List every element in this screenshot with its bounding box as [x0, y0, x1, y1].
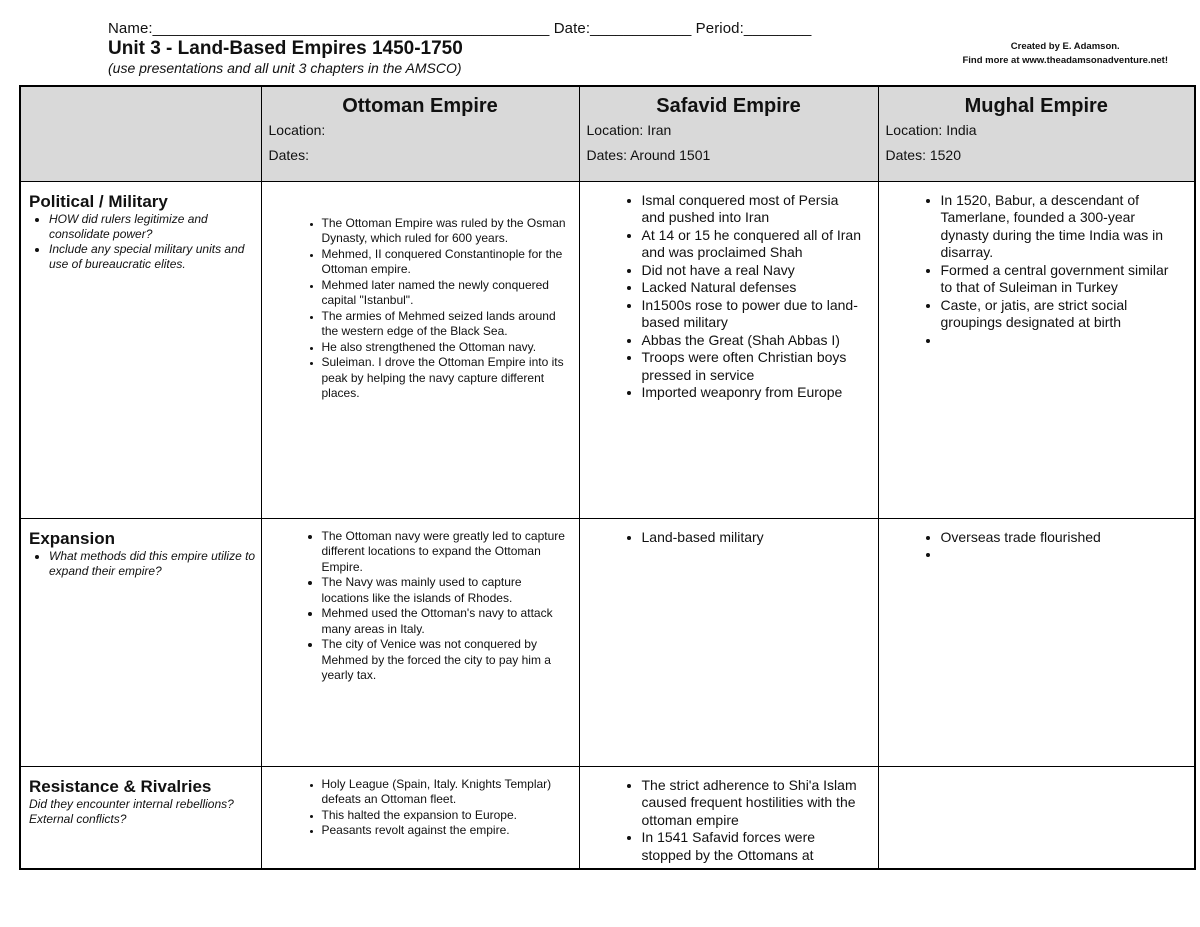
header-safavid — [579, 86, 878, 181]
bullet-list — [262, 777, 579, 839]
cell-political-ottoman[interactable] — [261, 181, 579, 518]
list-item: • The armies of Mehmed seized lands around the western edge of the Black Sea. — [322, 309, 569, 340]
list-item: • Troops were often Christian boys pressed in service — [642, 349, 864, 384]
category-resistance — [20, 766, 261, 869]
list-item: • In1500s rose to power due to land-based military — [642, 297, 864, 332]
bullet-list — [262, 216, 579, 402]
list-item: • Peasants revolt against the empire. — [322, 823, 569, 839]
worksheet-title: Unit 3 - Land-Based Empires 1450-1750 — [108, 38, 463, 59]
location-value: Iran — [647, 122, 672, 138]
list-item — [941, 546, 1181, 564]
list-item: • In 1520, Babur, a descendant of Tamerlane, founded a 300-year dynasty during the time India was in disarray. — [941, 192, 1181, 262]
resistance-rivalries-row — [20, 766, 1195, 869]
list-item: • Land-based military — [642, 529, 864, 547]
cell-political-safavid[interactable] — [579, 181, 878, 518]
location-label: Location: — [268, 122, 326, 138]
name-date-period-line[interactable]: Name:_______________________________________________ Date:____________ Period:________ — [108, 20, 812, 37]
empire-name: Mughal Empire — [964, 95, 1108, 117]
cell-expansion-ottoman[interactable] — [261, 518, 579, 766]
location-label: Location: — [586, 122, 644, 138]
dates-field[interactable] — [262, 147, 579, 163]
bullet-list — [580, 192, 878, 402]
list-item: • Mehmed used the Ottoman's navy to attack many areas in Italy. — [322, 606, 569, 637]
location-value: India — [946, 122, 977, 138]
corner-cell — [20, 86, 261, 181]
category-prompt: • Include any special military units and use of bureaucratic elites. — [49, 242, 261, 272]
category-prompt: • What methods did this empire utilize to expand their empire? — [49, 549, 261, 579]
list-item: • Holy League (Spain, Italy. Knights Templar) defeats an Ottoman fleet. — [322, 777, 569, 808]
list-item: • He also strengthened the Ottoman navy. — [322, 340, 569, 356]
category-prompts — [21, 549, 261, 579]
table-header-row — [20, 86, 1195, 181]
dates-field[interactable] — [879, 147, 1195, 163]
category-prompts — [21, 212, 261, 272]
list-item: • This halted the expansion to Europe. — [322, 808, 569, 824]
list-item: • Imported weaponry from Europe — [642, 384, 864, 402]
cell-resistance-safavid[interactable] — [579, 766, 878, 869]
bullet-list — [580, 777, 878, 865]
list-item: • Suleiman. I drove the Ottoman Empire into its peak by helping the navy capture different places. — [322, 355, 569, 402]
category-prompt: Did they encounter internal rebellions? External conflicts? — [29, 796, 234, 826]
header-mughal — [878, 86, 1195, 181]
category-title: Resistance & Rivalries — [29, 776, 212, 796]
dates-field[interactable] — [580, 147, 878, 163]
list-item: • At 14 or 15 he conquered all of Iran and was proclaimed Shah — [642, 227, 864, 262]
header-ottoman — [261, 86, 579, 181]
list-item — [941, 332, 1181, 350]
list-item: • The Navy was mainly used to capture locations like the islands of Rhodes. — [322, 575, 569, 606]
expansion-row — [20, 518, 1195, 766]
list-item: • The Ottoman Empire was ruled by the Osman Dynasty, which ruled for 600 years. — [322, 216, 569, 247]
empire-name: Safavid Empire — [656, 95, 801, 117]
empire-name: Ottoman Empire — [342, 95, 498, 117]
cell-resistance-ottoman[interactable] — [261, 766, 579, 869]
bullet-list — [879, 192, 1195, 350]
list-item: • The city of Venice was not conquered by Mehmed by the forced the city to pay him a yearly tax. — [322, 637, 569, 684]
bullet-list — [262, 529, 579, 684]
dates-label: Dates: — [268, 147, 309, 163]
list-item: • In 1541 Safavid forces were stopped by the Ottomans at — [642, 829, 864, 864]
list-item: • Ismal conquered most of Persia and pushed into Iran — [642, 192, 864, 227]
credit-author: Created by E. Adamson. — [1010, 41, 1120, 52]
author-credit — [962, 40, 1168, 68]
category-title: Expansion — [29, 528, 115, 548]
category-title: Political / Military — [29, 191, 168, 211]
credit-website[interactable]: Find more at www.theadamsonadventure.net! — [962, 55, 1168, 66]
location-field[interactable] — [879, 122, 1195, 138]
bullet-list — [580, 529, 878, 547]
empire-comparison-table — [19, 85, 1196, 870]
location-label: Location: — [885, 122, 943, 138]
bullet-list — [879, 529, 1195, 564]
category-political-military — [20, 181, 261, 518]
dates-label: Dates: — [586, 147, 627, 163]
location-field[interactable] — [580, 122, 878, 138]
list-item: • The Ottoman navy were greatly led to capture different locations to expand the Ottoman Empire. — [322, 529, 569, 576]
list-item: • Formed a central government similar to that of Suleiman in Turkey — [941, 262, 1181, 297]
list-item: • Lacked Natural defenses — [642, 279, 864, 297]
worksheet-header — [108, 20, 1178, 84]
cell-political-mughal[interactable] — [878, 181, 1195, 518]
list-item: • The strict adherence to Shi'a Islam caused frequent hostilities with the ottoman empire — [642, 777, 864, 830]
cell-expansion-safavid[interactable] — [579, 518, 878, 766]
category-prompt: • HOW did rulers legitimize and consolidate power? — [49, 212, 261, 242]
dates-label: Dates: — [885, 147, 926, 163]
dates-value: 1520 — [929, 147, 962, 163]
list-item: • Did not have a real Navy — [642, 262, 864, 280]
political-military-row — [20, 181, 1195, 518]
category-expansion — [20, 518, 261, 766]
location-field[interactable] — [262, 122, 579, 138]
list-item: • Mehmed later named the newly conquered capital "Istanbul". — [322, 278, 569, 309]
dates-value: Around 1501 — [630, 147, 711, 163]
cell-resistance-mughal[interactable] — [878, 766, 1195, 869]
list-item: • Abbas the Great (Shah Abbas I) — [642, 332, 864, 350]
list-item: • Caste, or jatis, are strict social groupings designated at birth — [941, 297, 1181, 332]
list-item: • Overseas trade flourished — [941, 529, 1181, 547]
worksheet-subtitle: (use presentations and all unit 3 chapters in the AMSCO) — [108, 60, 462, 76]
list-item: • Mehmed, II conquered Constantinople for the Ottoman empire. — [322, 247, 569, 278]
cell-expansion-mughal[interactable] — [878, 518, 1195, 766]
